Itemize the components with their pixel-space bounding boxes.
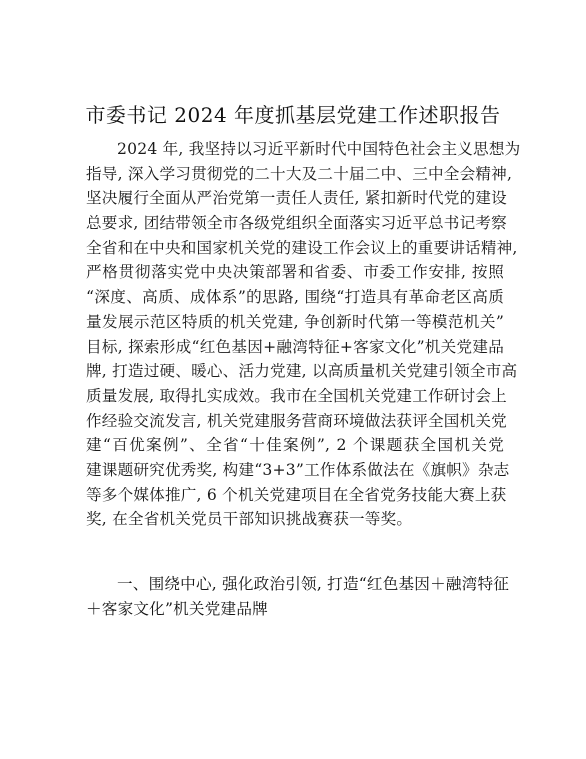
paragraph-line: 牌, 打造过硬、暖心、活力党建, 以高质量机关党建引领全市高 [86,362,518,381]
paragraph-line: 总要求, 团结带领全市各级党组织全面落实习近平总书记考察 [86,214,507,233]
paragraph-line: “深度、高质、成体系”的思路, 围绕“打造具有革命老区高质 [86,288,504,307]
heading-line: 一、围绕中心, 强化政治引领, 打造“红色基因＋融湾特征 [117,575,510,593]
paragraph-line: 等多个媒体推广, 6 个机关党建项目在全省党务技能大赛上获 [86,485,507,504]
paragraph-line: 量发展示范区特质的机关党建, 争创新时代第一等模范机关” [86,312,504,331]
paragraph-line: 指导, 深入学习贯彻党的二十大及二十届二中、三中全会精神, [86,164,513,183]
paragraph-line: 严格贯彻落实党中央决策部署和省委、市委工作安排, 按照 [86,263,504,282]
paragraph-line: 作经验交流发言, 机关党建服务营商环境做法获评全国机关党 [86,411,507,430]
paragraph-line: 全省和在中央和国家机关党的建设工作会议上的重要讲话精神, [86,238,518,257]
body-paragraph-1 [86,137,521,532]
section-heading-1 [86,572,510,621]
paragraph-line: 建“百优案例”、全省“十佳案例”, 2 个课题获全国机关党 [86,436,504,455]
paragraph-line: 坚决履行全面从严治党第一责任人责任, 紧扣新时代党的建设 [86,189,507,208]
paragraph-line: 质量发展, 取得扎实成效。我市在全国机关党建工作研讨会上 [86,386,507,405]
paragraph-line: 目标, 探索形成“红色基因+融湾特征+客家文化”机关党建品 [86,337,504,356]
paragraph-line: 奖, 在全省机关党员干部知识挑战赛获一等奖。 [86,510,413,529]
paragraph-line: 建课题研究优秀奖, 构建“3+3”工作体系做法在《旗帜》杂志 [86,460,510,479]
document-title: 市委书记 2024 年度抓基层党建工作述职报告 [85,103,501,127]
paragraph-line: 2024 年, 我坚持以习近平新时代中国特色社会主义思想为 [117,140,521,158]
heading-line: ＋客家文化”机关党建品牌 [86,599,268,618]
